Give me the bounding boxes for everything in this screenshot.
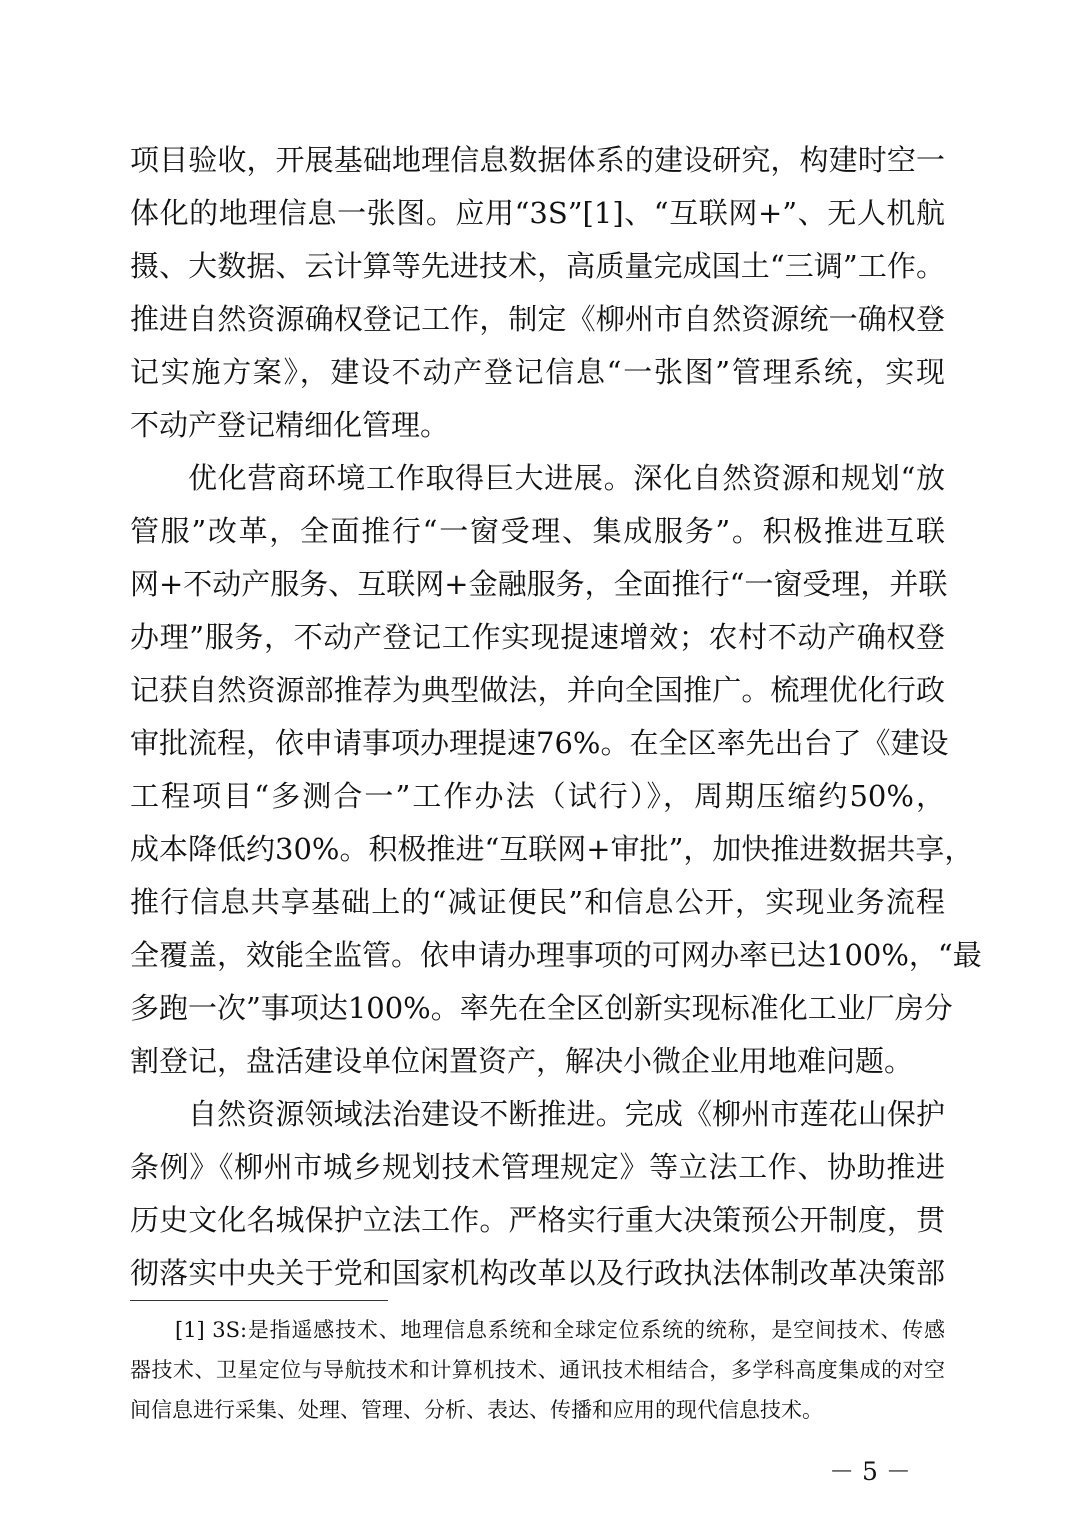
- body-line: 体化的地理信息一张图。应用“3S”[1]、“互联网+”、无人机航: [130, 196, 945, 230]
- footnote-line: [1] 3S:是指遥感技术、地理信息系统和全球定位系统的统称，是空间技术、传感: [175, 1318, 945, 1342]
- footnote-separator: [130, 1300, 388, 1301]
- body-line: 记获自然资源部推荐为典型做法，并向全国推广。梳理优化行政: [130, 673, 945, 707]
- footnote-line: 间信息进行采集、处理、管理、分析、表达、传播和应用的现代信息技术。: [130, 1398, 823, 1422]
- body-line: 多跑一次”事项达100%。率先在全区创新实现标准化工业厂房分: [130, 991, 953, 1025]
- body-line: 摄、大数据、云计算等先进技术，高质量完成国土“三调”工作。: [130, 249, 945, 283]
- body-line: 彻落实中央关于党和国家机构改革以及行政执法体制改革决策部: [130, 1256, 945, 1290]
- body-line: 推行信息共享基础上的“减证便民”和信息公开，实现业务流程: [130, 885, 945, 919]
- body-line: 历史文化名城保护立法工作。严格实行重大决策预公开制度，贯: [130, 1203, 945, 1237]
- body-line: 条例》《柳州市城乡规划技术管理规定》等立法工作、协助推进: [130, 1150, 945, 1184]
- body-line: 不动产登记精细化管理。: [130, 408, 450, 442]
- body-line: 割登记，盘活建设单位闲置资产，解决小微企业用地难问题。: [130, 1044, 914, 1078]
- body-line: 网+不动产服务、互联网+金融服务，全面推行“一窗受理，并联: [130, 567, 948, 601]
- body-line: 成本降低约30%。积极推进“互联网+审批”，加快推进数据共享，: [130, 832, 974, 866]
- body-line: 管服”改革，全面推行“一窗受理、集成服务”。积极推进互联: [130, 514, 945, 548]
- body-line: 审批流程，依申请事项办理提速76%。在全区率先出台了《建设: [130, 726, 949, 760]
- footnote-line: 器技术、卫星定位与导航技术和计算机技术、通讯技术相结合，多学科高度集成的对空: [130, 1358, 945, 1382]
- body-line: 办理”服务，不动产登记工作实现提速增效；农村不动产确权登: [130, 620, 945, 654]
- body-line: 记实施方案》，建设不动产登记信息“一张图”管理系统，实现: [130, 355, 945, 389]
- body-line: 工程项目“多测合一”工作办法（试行）》，周期压缩约50%，: [130, 779, 945, 813]
- body-line: 自然资源领域法治建设不断推进。完成《柳州市莲花山保护: [188, 1097, 945, 1131]
- body-line: 推进自然资源确权登记工作，制定《柳州市自然资源统一确权登: [130, 302, 945, 336]
- body-line: 项目验收，开展基础地理信息数据体系的建设研究，构建时空一: [130, 143, 945, 177]
- body-line: 优化营商环境工作取得巨大进展。深化自然资源和规划“放: [188, 461, 945, 495]
- page-number: － 5 －: [829, 1457, 911, 1486]
- body-line: 全覆盖，效能全监管。依申请办理事项的可网办率已达100%，“最: [130, 938, 982, 972]
